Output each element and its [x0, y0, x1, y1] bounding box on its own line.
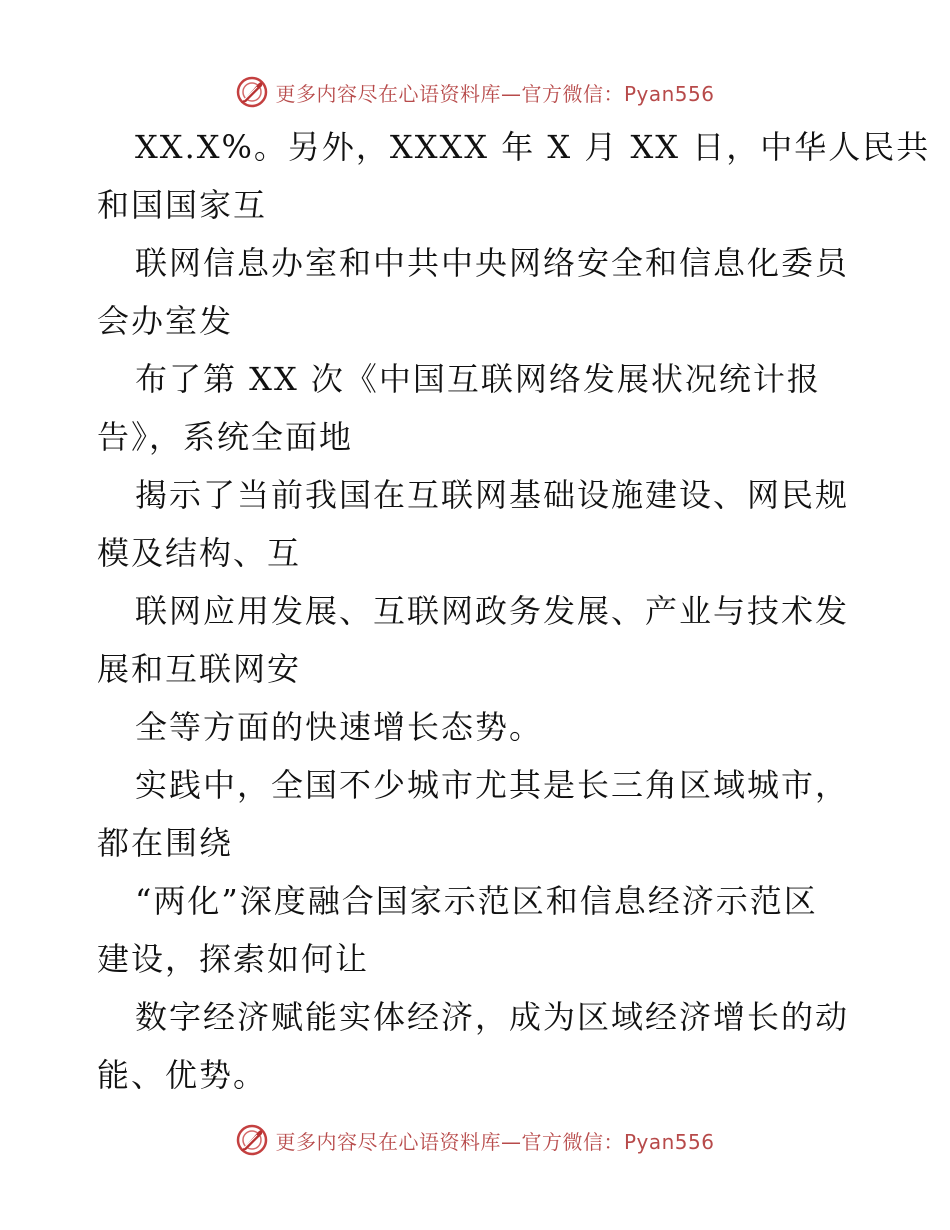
text-line: 全等方面的快速增长态势。	[135, 708, 544, 746]
header-watermark	[0, 72, 950, 112]
text-line: 和国国家互	[97, 186, 268, 224]
text-line: 建设，探索如何让	[97, 940, 370, 978]
watermark-text: 更多内容尽在心语资料库—官方微信：Pyan556	[275, 1129, 715, 1154]
text-line: 告》，系统全面地	[97, 418, 354, 456]
text-line: 联网信息办室和中共中央网络安全和信息化委员	[135, 244, 850, 282]
body-text	[97, 118, 931, 1104]
feather-logo-icon	[235, 1123, 269, 1157]
text-line: 实践中，全国不少城市尤其是长三角区域城市，	[135, 766, 850, 804]
text-line: 能、优势。	[97, 1056, 268, 1094]
text-line: “两化”深度融合国家示范区和信息经济示范区	[135, 882, 818, 920]
text-line: 会办室发	[97, 302, 234, 340]
text-line: XX.X%。另外，XXXX 年 X 月 XX 日，中华人民共	[135, 128, 931, 166]
text-line: 数字经济赋能实体经济，成为区域经济增长的动	[135, 998, 850, 1036]
text-line: 揭示了当前我国在互联网基础设施建设、网民规	[135, 476, 850, 514]
feather-logo-icon	[235, 75, 269, 109]
text-line: 联网应用发展、互联网政务发展、产业与技术发	[135, 592, 850, 630]
watermark-text: 更多内容尽在心语资料库—官方微信：Pyan556	[275, 81, 715, 106]
text-line: 模及结构、互	[97, 534, 302, 572]
text-line: 布了第 XX 次《中国互联网络发展状况统计报	[135, 360, 821, 398]
text-line: 都在围绕	[97, 824, 234, 862]
text-line: 展和互联网安	[97, 650, 302, 688]
footer-watermark	[0, 1120, 950, 1160]
